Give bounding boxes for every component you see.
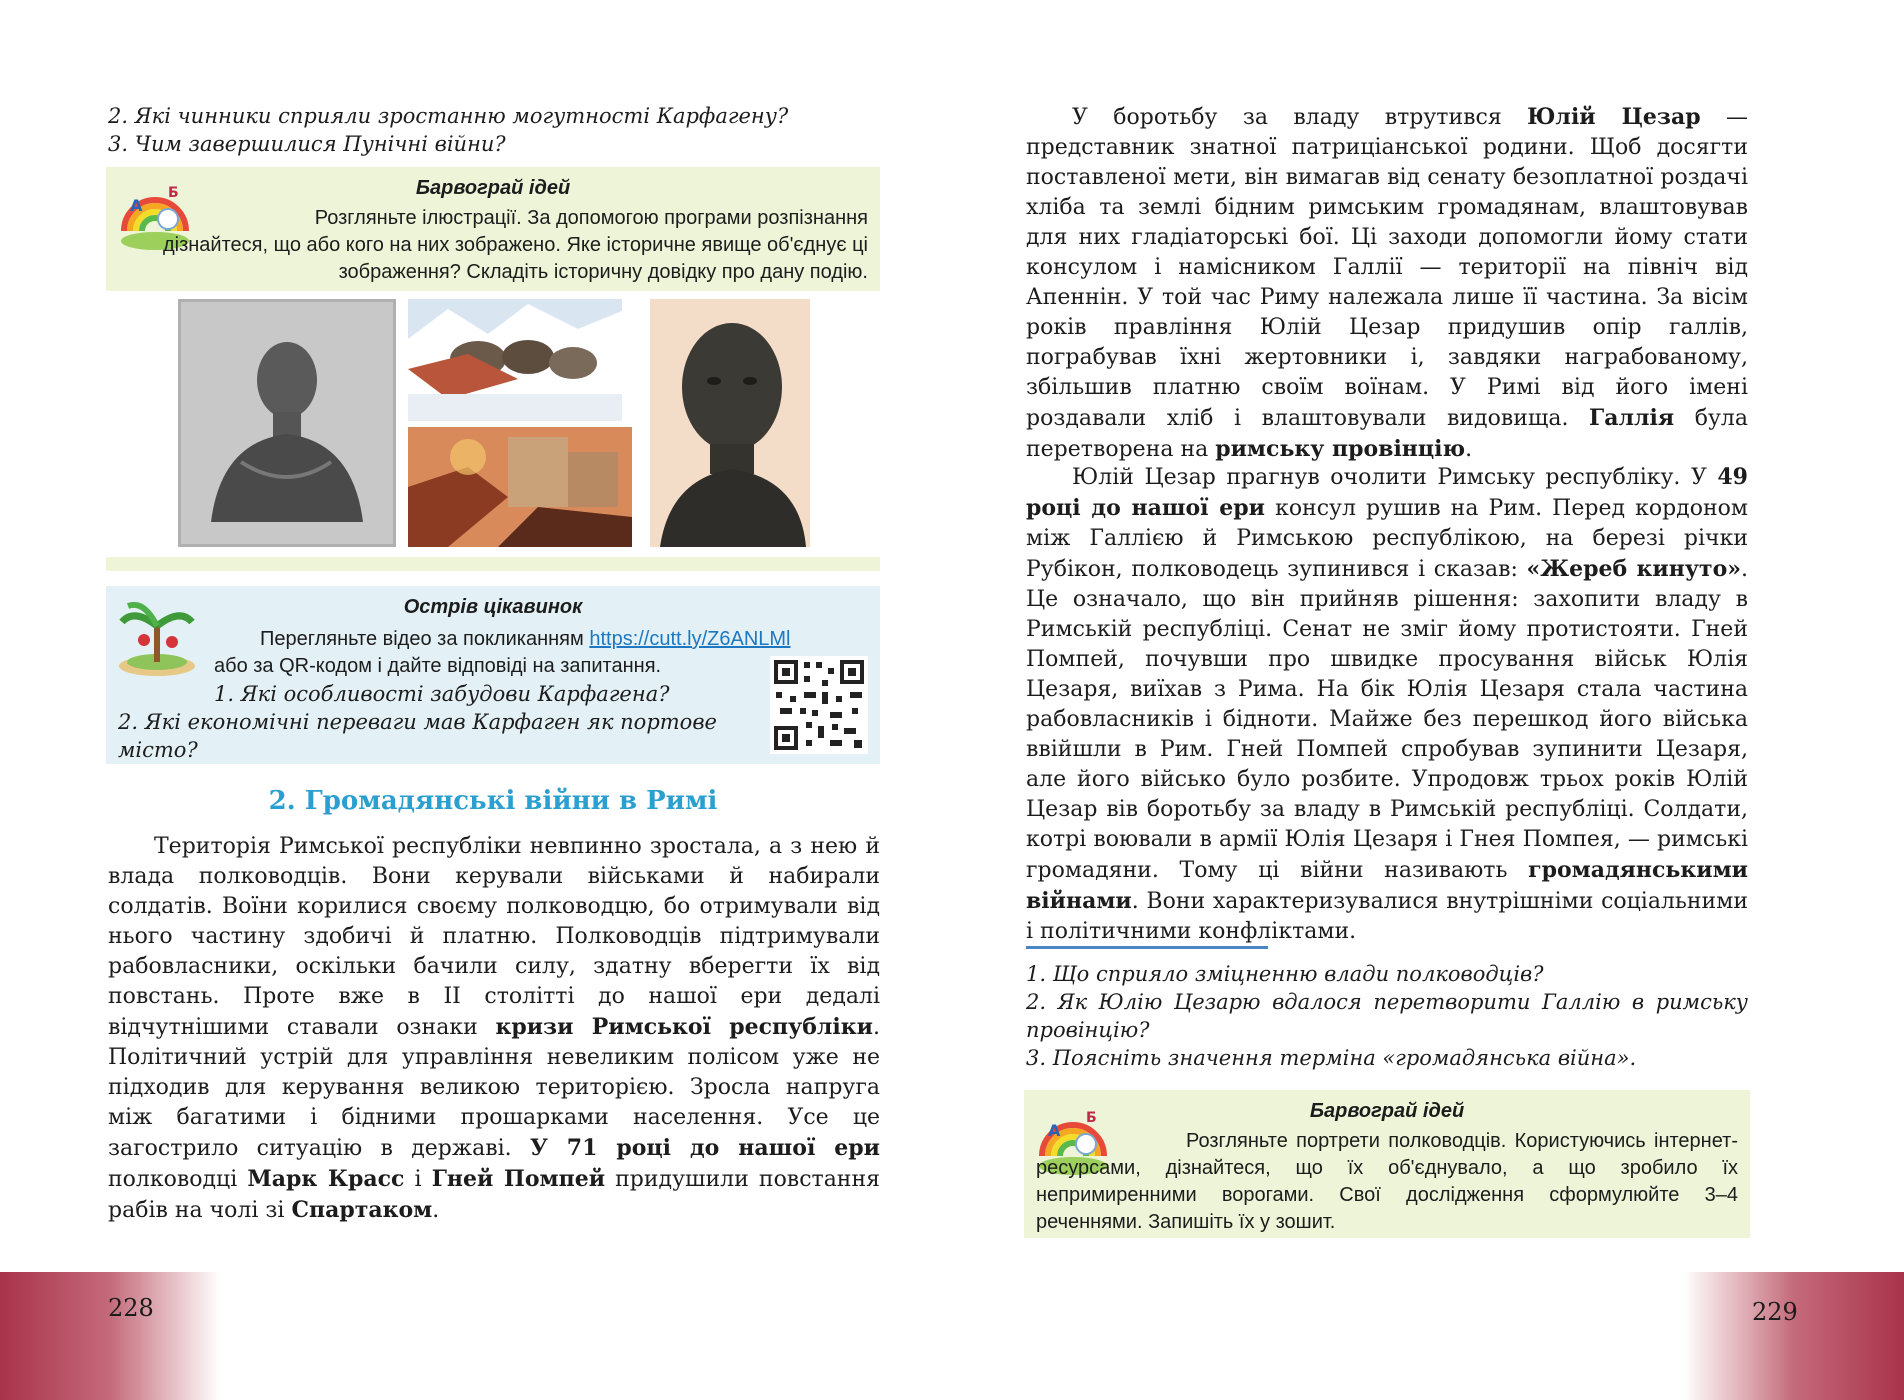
curious-box-title: Острів цікавинок [403, 596, 583, 618]
question-item: 3. Поясніть значення терміна «громадянська війна». [1026, 1046, 1637, 1070]
ideas-box-title: Барвограй ідей [415, 177, 571, 199]
footer-band-left [0, 1272, 220, 1400]
ideas-box-right [1024, 1090, 1750, 1238]
illustrations-bottom-band [106, 557, 880, 571]
footer-band-right [1684, 1272, 1904, 1400]
section-heading: 2. Громадянські війни в Римі [268, 786, 718, 816]
bold-term: громадянськими війнами [1026, 857, 1748, 914]
top-questions [108, 102, 888, 158]
svg-text:А: А [130, 196, 143, 215]
text-run: У боротьбу за владу втрутився [1072, 105, 1528, 130]
review-questions [1026, 960, 1748, 1072]
page-number-left: 228 [108, 1294, 154, 1322]
bold-term: римську провінцію [1215, 436, 1466, 462]
question-item: 3. Чим завершилися Пунічні війни? [108, 132, 506, 156]
right-page [952, 0, 1904, 1400]
text-run: Територія Римської республіки невпинно зростала, а з нею й влада полководців. Вони керували військами й набирали солдатів. Воїни корилися своєму полководцю, бо отримували від нього частину здобичі й платню. Полководців підтримували рабовласники, оскільки бачили силу, здатну вберегти їх від повстань. Проте вже в II столітті до нашої ери дедалі відчутнішими ставали ознаки [108, 834, 880, 1040]
text-run: . Вони характеризувалися внутрішніми соціальними і політичними конфліктами. [1026, 889, 1748, 944]
ideas-box-text: Розгляньте ілюстрації. За допомогою програми розпізнання дізнайтеся, що або кого на них зображено. Яке історичне явище об'єднує ці зображення? Складіть історичну довідку про дану подію. [162, 207, 868, 283]
scipio-bust-image [650, 299, 810, 547]
text-run: Юлій Цезар прагнув очолити Римську республіку. У [1072, 465, 1718, 490]
text-run: і [404, 1167, 432, 1192]
text-run: консул рушив на Рим. Перед кордоном між Галлією й Римською республікою, на березі річки Рубікон, полководець зупинився і сказав: [1026, 496, 1748, 582]
curious-box-intro: Перегляньте відео за покликанням [260, 628, 584, 650]
question-item: 2. Які чинники сприяли зростанню могутності Карфагену? [108, 104, 789, 128]
hannibal-bust-image [178, 299, 396, 547]
elephants-crossing-image [408, 299, 622, 421]
carthage-destruction-image [408, 427, 632, 547]
bold-term: «Жереб кинуто» [1526, 556, 1741, 582]
text-run: полководці [108, 1167, 248, 1192]
ideas-box [106, 167, 880, 291]
bold-term: Галлія [1589, 405, 1675, 431]
curious-question-1: 1. Які особливості забудови Карфагена? [214, 682, 670, 706]
text-run: . Політичний устрій для управління невеликим полісом уже не підходив для керування великою територією. Зросла напруга між багатими і бідними прошарками населення. Усе це загострило ситуацію в державі. [108, 1015, 880, 1161]
text-run: була перетворена на [1026, 406, 1748, 462]
curious-question-2: 2. Які економічні переваги мав Карфаген як портове місто? [118, 710, 717, 762]
text-run: . [1465, 437, 1473, 462]
text-run: . [432, 1198, 440, 1223]
bold-term: Спартаком [291, 1197, 433, 1223]
text-run: . Це означало, що він прийняв рішення: захопити владу в Римській республіці. Сенат не зміг йому протистояти. Гней Помпей, почувши про швидке просування військ Юлія Цезаря, виїхав з Рима. На бік Юлія Цезаря стала частина рабовласників і бідноти. Майже без перешкод його війська ввійшли в Рим. Гней Помпей спробував зупинити Цезаря, але його військо було розбите. Упродовж трьох років Юлій Цезар вів боротьбу за владу в Римській республіці. Солдати, котрі воювали в армії Юлія Цезаря і Гнея Помпея, — римські громадяни. Тому ці війни називають [1026, 557, 1748, 883]
question-item: 1. Що сприяло зміцненню влади полководців? [1026, 962, 1544, 986]
svg-text:Б: Б [1086, 1110, 1097, 1126]
qr-code-icon[interactable] [770, 656, 868, 754]
ideas-box-right-title: Барвограй ідей [1309, 1100, 1465, 1122]
bold-term: кризи Римської республіки [495, 1014, 873, 1040]
main-paragraph-right-1 [1026, 102, 1748, 465]
text-run: придушили повстання рабів на чолі зі [108, 1167, 881, 1223]
main-paragraph-right-2 [1026, 462, 1748, 947]
text-run: — представник знатної патриціанської родини. Щоб досягти поставленої мети, він вимагав від сенату безоплатної роздачі хліба та землі бідним римським громадянам, влаштовував для них гладіаторські бої. Ці заходи допомогли йому стати консулом і намісником Галлії — території на північ від Апеннін. У той час Риму належала лише її частина. За вісім років правління Юлій Цезар придушив опір галлів, пограбував їхні жертовники і, завдяки награбованому, збільшив платню своїм воїнам. У Римі від його імені роздавали хліб і влаштовували видовища. [1026, 105, 1748, 431]
illustrations [106, 291, 880, 557]
questions-divider [1026, 946, 1268, 949]
question-item: 2. Як Юлію Цезарю вдалося перетворити Галлію в римську провінцію? [1026, 990, 1748, 1042]
curious-box-after-link: або за QR-кодом і дайте відповіді на запитання. [214, 655, 662, 677]
video-link[interactable]: https://cutt.ly/Z6ANLMl [589, 628, 791, 650]
bold-term: У 71 році до нашої ери [529, 1135, 880, 1161]
bold-term: Марк Красс [247, 1166, 405, 1192]
page-number-right: 229 [1752, 1298, 1798, 1326]
ideas-box-right-text: Розгляньте портрети полководців. Користуючись інтернет-ресурсами, дізнайтеся, що їх об'єднувало, а що зробило їх непримиренними ворогами. Свої дослідження сформулюйте 3–4 реченнями. Запишіть їх у зошит. [1036, 1130, 1738, 1233]
svg-text:Б: Б [168, 185, 179, 201]
main-paragraph-left [108, 832, 880, 1226]
bold-term: 49 році до нашої ери [1026, 464, 1748, 521]
curious-box [106, 586, 880, 764]
svg-text:А: А [1048, 1121, 1061, 1140]
curious-box-intro-line [260, 626, 872, 653]
bold-term: Юлій Цезар [1527, 104, 1701, 130]
bold-term: Гней Помпей [431, 1166, 606, 1192]
